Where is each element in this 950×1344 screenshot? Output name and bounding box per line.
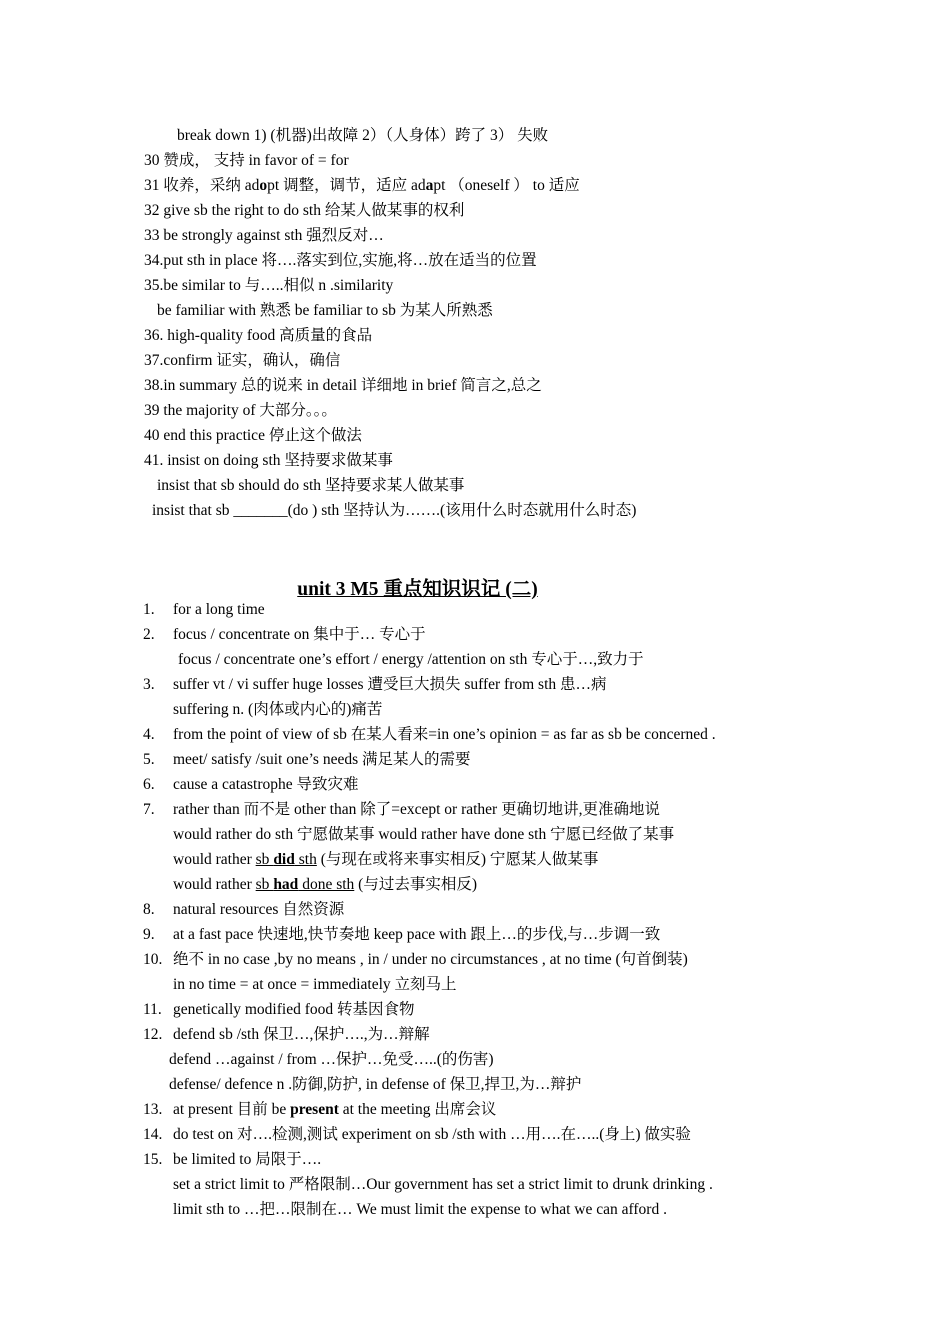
list-item-4 bbox=[143, 725, 716, 745]
entry-33: 33 be strongly against sth 强烈反对… bbox=[144, 227, 384, 244]
text-part: sb bbox=[255, 851, 274, 868]
list-item-12-sub2: defense/ defence n .防御,防护, in defense of 保卫,捍卫,为…辩护 bbox=[169, 1076, 582, 1093]
list-item-2-sub: focus / concentrate one’s effort / energy /attention on sth 专心于…,致力于 bbox=[178, 651, 644, 668]
list-item-15-sub1: set a strict limit to 严格限制…Our government has set a strict limit to drunk drinking . bbox=[173, 1176, 713, 1193]
text-part: (与过去事实相反) bbox=[354, 876, 477, 893]
list-item-11 bbox=[143, 1000, 415, 1020]
text-part: would rather bbox=[173, 851, 256, 868]
entry-36: 36. high-quality food 高质量的食品 bbox=[144, 327, 373, 344]
list-item-12-sub1: defend …against / from …保护…免受…..(的伤害) bbox=[169, 1051, 494, 1068]
list-item-15-sub2: limit sth to …把…限制在… We must limit the expense to what we can afford . bbox=[173, 1201, 667, 1218]
entry-31 bbox=[144, 176, 580, 196]
underlined-phrase bbox=[256, 876, 355, 893]
item-text: at the meeting 出席会议 bbox=[338, 1101, 497, 1118]
entry-41: 41. insist on doing sth 坚持要求做某事 bbox=[144, 452, 393, 469]
text-part: done sth bbox=[298, 876, 355, 893]
item-number: 15. bbox=[143, 1151, 163, 1168]
bold-word: present bbox=[290, 1101, 339, 1118]
entry-35-sub: be familiar with 熟悉 be familiar to sb 为某人所熟悉 bbox=[157, 302, 493, 319]
underlined-phrase bbox=[256, 851, 317, 868]
item-text: at a fast pace 快速地,快节奏地 keep pace with 跟上…的步伐,与…步调一致 bbox=[173, 926, 661, 943]
item-number: 8. bbox=[143, 901, 155, 918]
item-number: 14. bbox=[143, 1126, 163, 1143]
list-item-14 bbox=[143, 1125, 691, 1145]
section-title: unit 3 M5 重点知识识记 (二) bbox=[297, 579, 538, 600]
text-part: (与现在或将来事实相反) 宁愿某人做某事 bbox=[316, 851, 599, 868]
item-number: 2. bbox=[143, 626, 155, 643]
item-text: for a long time bbox=[173, 601, 265, 618]
item-text: be limited to 局限于…. bbox=[173, 1151, 322, 1168]
list-item-5 bbox=[143, 750, 470, 770]
entry-34: 34.put sth in place 将….落实到位,实施,将…放在适当的位置 bbox=[144, 252, 537, 269]
item-number: 1. bbox=[143, 601, 155, 618]
list-item-10-sub: in no time = at once = immediately 立刻马上 bbox=[173, 976, 457, 993]
list-item-1 bbox=[143, 600, 265, 620]
entry-38: 38.in summary 总的说来 in detail 详细地 in brief 简言之,总之 bbox=[144, 377, 542, 394]
item-text: cause a catastrophe 导致灾难 bbox=[173, 776, 359, 793]
entry-40: 40 end this practice 停止这个做法 bbox=[144, 427, 362, 444]
item-number: 6. bbox=[143, 776, 155, 793]
text-part: would rather bbox=[173, 876, 256, 893]
entry-35: 35.be similar to 与…..相似 n .similarity bbox=[144, 277, 394, 294]
entry-39: 39 the majority of 大部分。。。 bbox=[144, 402, 337, 419]
item-text: rather than 而不是 other than 除了=except or rather 更确切地讲,更准确地说 bbox=[173, 801, 660, 818]
list-item-13 bbox=[143, 1100, 496, 1120]
item-text: defend sb /sth 保卫…,保护….,为…辩解 bbox=[173, 1026, 430, 1043]
list-item-9 bbox=[143, 925, 660, 945]
item-number: 9. bbox=[143, 926, 155, 943]
entry-break-down: break down 1) (机器)出故障 2）（人身体）跨了 3） 失败 bbox=[177, 127, 549, 144]
list-item-8 bbox=[143, 900, 344, 920]
item-number: 3. bbox=[143, 676, 155, 693]
bold-word: had bbox=[273, 876, 299, 893]
entry-31-bold-a: a bbox=[425, 177, 434, 194]
entry-31-part: pt （oneself ） to 适应 bbox=[433, 177, 580, 194]
entry-30: 30 赞成， 支持 in favor of = for bbox=[144, 152, 349, 169]
item-text: natural resources 自然资源 bbox=[173, 901, 345, 918]
list-item-3 bbox=[143, 675, 607, 695]
item-number: 10. bbox=[143, 951, 163, 968]
item-number: 11. bbox=[143, 1001, 162, 1018]
item-number: 4. bbox=[143, 726, 155, 743]
list-item-7 bbox=[143, 800, 660, 820]
list-item-15 bbox=[143, 1150, 321, 1170]
entry-41-sub2: insist that sb _______(do ) sth 坚持认为…….(该用什么时态就用什么时态) bbox=[152, 502, 637, 519]
entry-31-part: 31 收养，采纳 ad bbox=[144, 177, 260, 194]
entry-31-part: pt 调整，调节，适应 ad bbox=[267, 177, 426, 194]
item-text: 绝不 in no case ,by no means , in / under no circumstances , at no time (句首倒装) bbox=[173, 951, 688, 968]
item-text: do test on 对….检测,测试 experiment on sb /sth with …用….在…..(身上) 做实验 bbox=[173, 1126, 691, 1143]
text-part: sb bbox=[255, 876, 274, 893]
item-number: 12. bbox=[143, 1026, 163, 1043]
item-text: focus / concentrate on 集中于… 专心于 bbox=[173, 626, 426, 643]
entry-31-bold-o: o bbox=[259, 177, 268, 194]
entry-41-sub1: insist that sb should do sth 坚持要求某人做某事 bbox=[157, 477, 465, 494]
item-text: meet/ satisfy /suit one’s needs 满足某人的需要 bbox=[173, 751, 471, 768]
text-part: sth bbox=[294, 851, 317, 868]
list-item-7-sub1: would rather do sth 宁愿做某事 would rather have done sth 宁愿已经做了某事 bbox=[173, 826, 675, 843]
entry-32: 32 give sb the right to do sth 给某人做某事的权利 bbox=[144, 202, 465, 219]
list-item-7-sub3 bbox=[173, 875, 477, 895]
bold-word: did bbox=[273, 851, 295, 868]
list-item-10 bbox=[143, 950, 688, 970]
item-number: 5. bbox=[143, 751, 155, 768]
list-item-6 bbox=[143, 775, 359, 795]
item-number: 13. bbox=[143, 1101, 163, 1118]
list-item-12 bbox=[143, 1025, 430, 1045]
item-text: at present 目前 be bbox=[173, 1101, 291, 1118]
item-text: suffer vt / vi suffer huge losses 遭受巨大损失 suffer from sth 患…病 bbox=[173, 676, 607, 693]
list-item-2 bbox=[143, 625, 426, 645]
list-item-3-sub: suffering n. (肉体或内心的)痛苦 bbox=[173, 701, 383, 718]
item-text: from the point of view of sb 在某人看来=in one’s opinion = as far as sb be concerned . bbox=[173, 726, 716, 743]
list-item-7-sub2 bbox=[173, 850, 598, 870]
item-number: 7. bbox=[143, 801, 155, 818]
entry-37: 37.confirm 证实，确认，确信 bbox=[144, 352, 341, 369]
item-text: genetically modified food 转基因食物 bbox=[173, 1001, 415, 1018]
